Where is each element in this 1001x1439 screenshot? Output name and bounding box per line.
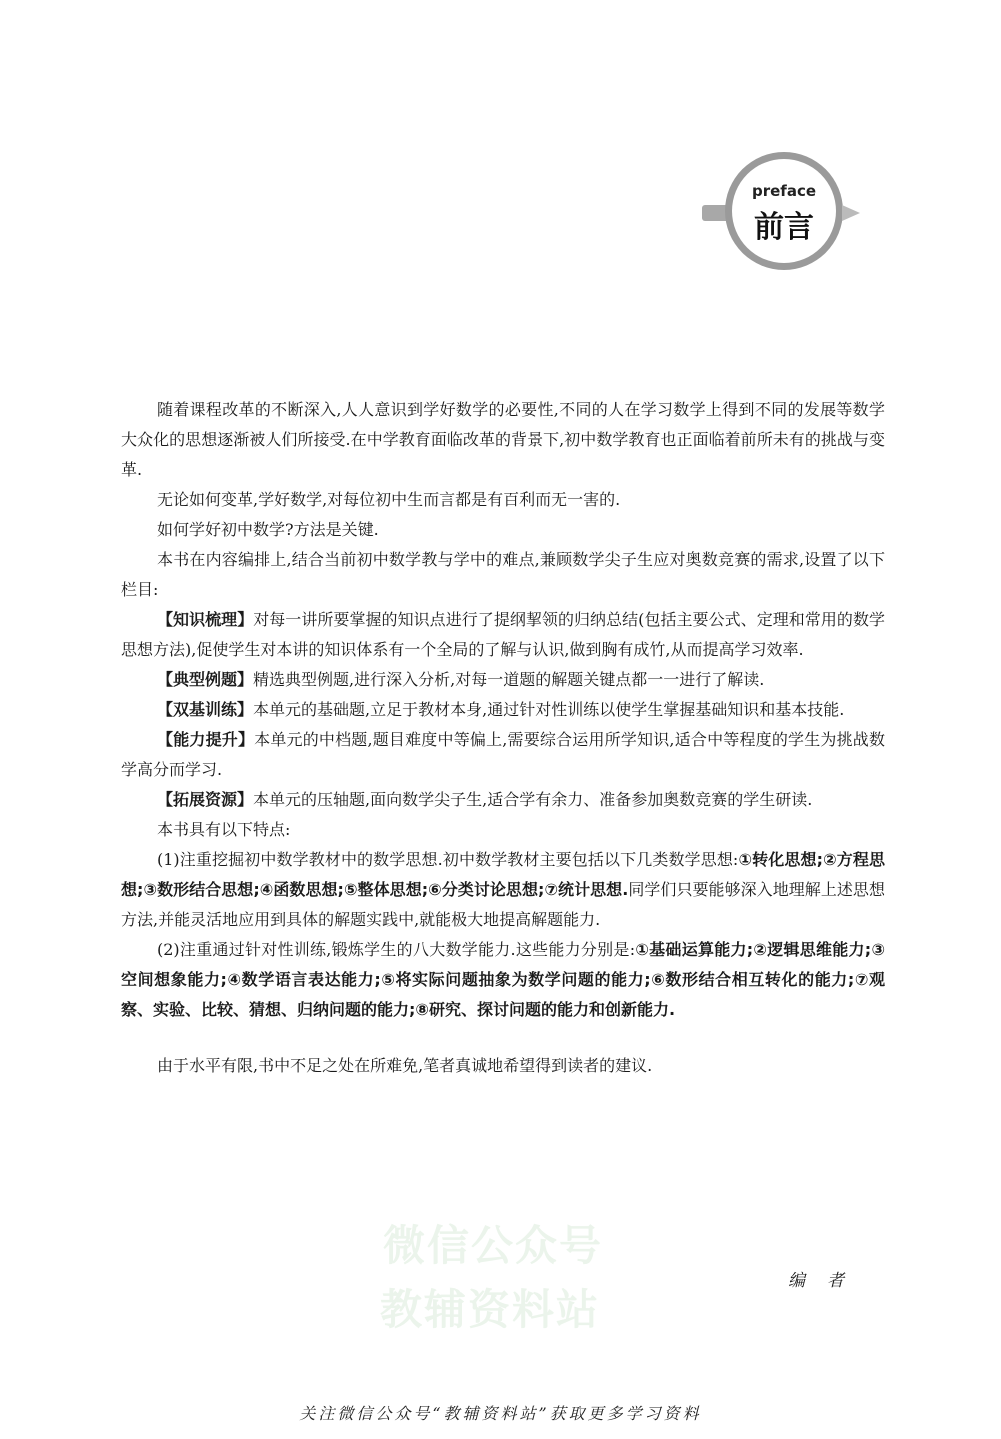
pencil-tip-shape xyxy=(842,205,860,221)
section-knowledge xyxy=(121,605,885,665)
feature-text: (1)注重挖掘初中数学教材中的数学思想.初中数学教材主要包括以下几类数学思想: xyxy=(157,850,739,869)
paragraph-3: 如何学好初中数学?方法是关键. xyxy=(157,520,379,539)
badge-english-label: preface xyxy=(751,182,817,200)
feature-highlight: ①基础运算能力;②逻辑思维能力;③空间想象能力;④数学语言表达能力;⑤将实际问题抽象为数学问题的能力;⑥数形结合相互转化的能力;⑦观察、实验、比较、猜想、归纳问题的能力;⑧研究、探讨问题的能力和创新能力. xyxy=(121,940,885,1019)
author-signature: 编者 xyxy=(788,1271,866,1291)
section-title: 【双基训练】 xyxy=(157,700,254,719)
section-title: 【典型例题】 xyxy=(157,670,254,689)
feature-1 xyxy=(121,845,885,935)
watermark-line-1: 微信公众号 xyxy=(383,1221,604,1270)
section-title: 【拓展资源】 xyxy=(157,790,254,809)
section-text: 本单元的中档题,题目难度中等偏上,需要综合运用所学知识,适合中等程度的学生为挑战数学高分而学习. xyxy=(121,730,885,779)
footer-note: 关注微信公众号“教辅资料站”获取更多学习资料 xyxy=(299,1404,702,1423)
feature-highlight: ①转化思想;②方程思想;③数形结合思想;④函数思想;⑤整体思想;⑥分类讨论思想;⑦统计思想. xyxy=(121,850,885,899)
paragraph-2: 无论如何变革,学好数学,对每位初中生而言都是有百利而无一害的. xyxy=(157,490,621,509)
section-text: 本单元的基础题,立足于教材本身,通过针对性训练以使学生掌握基础知识和基本技能. xyxy=(253,700,845,719)
preface-badge xyxy=(702,152,864,280)
section-examples xyxy=(121,665,885,695)
paragraph-features: 本书具有以下特点: xyxy=(157,820,291,839)
section-text: 对每一讲所要掌握的知识点进行了提纲挈领的归纳总结(包括主要公式、定理和常用的数学思想方法),促使学生对本讲的知识体系有一个全局的了解与认识,做到胸有成竹,从而提高学习效率. xyxy=(121,610,885,659)
badge-title: 前言 xyxy=(754,210,814,245)
preface-body xyxy=(121,395,885,1081)
section-title: 【能力提升】 xyxy=(157,730,255,749)
section-title: 【知识梳理】 xyxy=(157,610,254,629)
watermark xyxy=(0,1100,1001,1340)
watermark-line-2: 教辅资料站 xyxy=(380,1285,601,1334)
section-text: 本单元的压轴题,面向数学尖子生,适合学有余力、准备参加奥数竞赛的学生研读. xyxy=(253,790,813,809)
section-ability xyxy=(121,725,885,785)
pencil-eraser-shape xyxy=(702,205,726,221)
feature-text: 同学们只要能够深入地理解上述思想方法,并能灵活地应用到具体的解题实践中,就能极大地提高解题能力. xyxy=(121,880,885,929)
feature-text: (2)注重通过针对性训练,锻炼学生的八大数学能力.这些能力分别是: xyxy=(157,940,636,959)
feature-2 xyxy=(121,935,885,1025)
paragraph-4: 本书在内容编排上,结合当前初中数学教与学中的难点,兼顾数学尖子生应对奥数竞赛的需求,设置了以下栏目: xyxy=(121,550,885,599)
section-extension xyxy=(121,785,885,815)
section-basic-training xyxy=(121,695,885,725)
paragraph-1: 随着课程改革的不断深入,人人意识到学好数学的必要性,不同的人在学习数学上得到不同的发展等数学大众化的思想逐渐被人们所接受.在中学教育面临改革的背景下,初中数学教育也正面临着前所未有的挑战与变革. xyxy=(121,400,885,479)
section-text: 精选典型例题,进行深入分析,对每一道题的解题关键点都一一进行了解读. xyxy=(253,670,765,689)
paragraph-closing: 由于水平有限,书中不足之处在所难免,笔者真诚地希望得到读者的建议. xyxy=(157,1056,653,1075)
